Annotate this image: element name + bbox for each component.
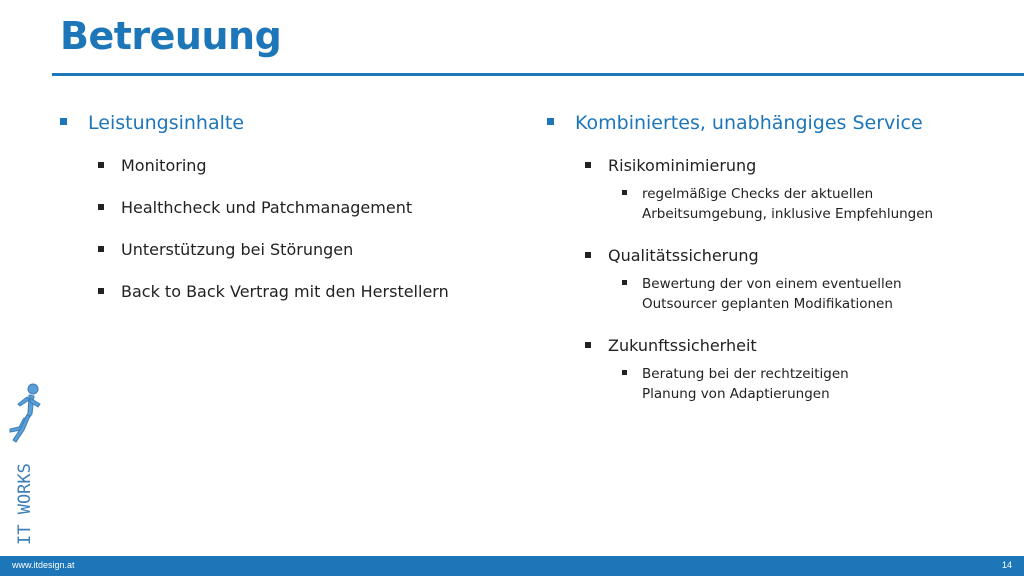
- list-item-text: Qualitätssicherung: [608, 246, 759, 265]
- right-heading-text: Kombiniertes, unabhängiges Service: [575, 112, 923, 134]
- right-column: [547, 112, 1007, 426]
- bullet-icon: [98, 288, 104, 294]
- title-divider: [52, 73, 1024, 76]
- bullet-icon: [585, 162, 591, 168]
- bullet-icon: [585, 252, 591, 258]
- list-item: [98, 156, 500, 176]
- sub-item-line: Outsourcer geplanten Modifikationen: [642, 296, 893, 312]
- bullet-icon: [622, 370, 627, 375]
- left-heading: [60, 112, 500, 134]
- list-item: [585, 156, 1007, 176]
- footer-bar: [0, 556, 1024, 576]
- list-item-text: Healthcheck und Patchmanagement: [121, 198, 413, 217]
- left-column: [60, 112, 500, 324]
- logo-text: IT WORKS: [15, 463, 35, 545]
- list-item-text: Zukunftssicherheit: [608, 336, 757, 355]
- itworks-logo: [0, 380, 46, 550]
- list-item: [98, 198, 500, 218]
- bullet-icon: [98, 162, 104, 168]
- list-item: [98, 282, 500, 302]
- footer-url[interactable]: www.itdesign.at: [12, 560, 75, 570]
- page-number: 14: [1001, 560, 1012, 570]
- list-item: [585, 336, 1007, 356]
- sub-item-line: Beratung bei der rechtzeitigen: [642, 366, 849, 382]
- sub-item-line: Arbeitsumgebung, inklusive Empfehlungen: [642, 206, 934, 222]
- bullet-icon: [98, 204, 104, 210]
- running-figure-icon: [10, 384, 40, 442]
- list-item-text: Unterstützung bei Störungen: [121, 240, 354, 259]
- sub-list-item: [622, 274, 1007, 314]
- slide-title: Betreuung: [60, 14, 282, 58]
- sub-item-line: regelmäßige Checks der aktuellen: [642, 186, 874, 202]
- bullet-icon: [547, 118, 554, 125]
- left-heading-text: Leistungsinhalte: [88, 112, 245, 134]
- list-item-text: Risikominimierung: [608, 156, 757, 175]
- sub-item-line: Bewertung der von einem eventuellen: [642, 276, 902, 292]
- list-item-text: Back to Back Vertrag mit den Herstellern: [121, 282, 449, 301]
- sub-item-line: Planung von Adaptierungen: [642, 386, 830, 402]
- bullet-icon: [60, 118, 67, 125]
- right-heading: [547, 112, 1007, 134]
- list-item: [98, 240, 500, 260]
- bullet-icon: [622, 280, 627, 285]
- bullet-icon: [622, 190, 627, 195]
- list-item: [585, 246, 1007, 266]
- list-item-text: Monitoring: [121, 156, 207, 175]
- sub-list-item: [622, 364, 1007, 404]
- bullet-icon: [98, 246, 104, 252]
- sub-list-item: [622, 184, 1007, 224]
- bullet-icon: [585, 342, 591, 348]
